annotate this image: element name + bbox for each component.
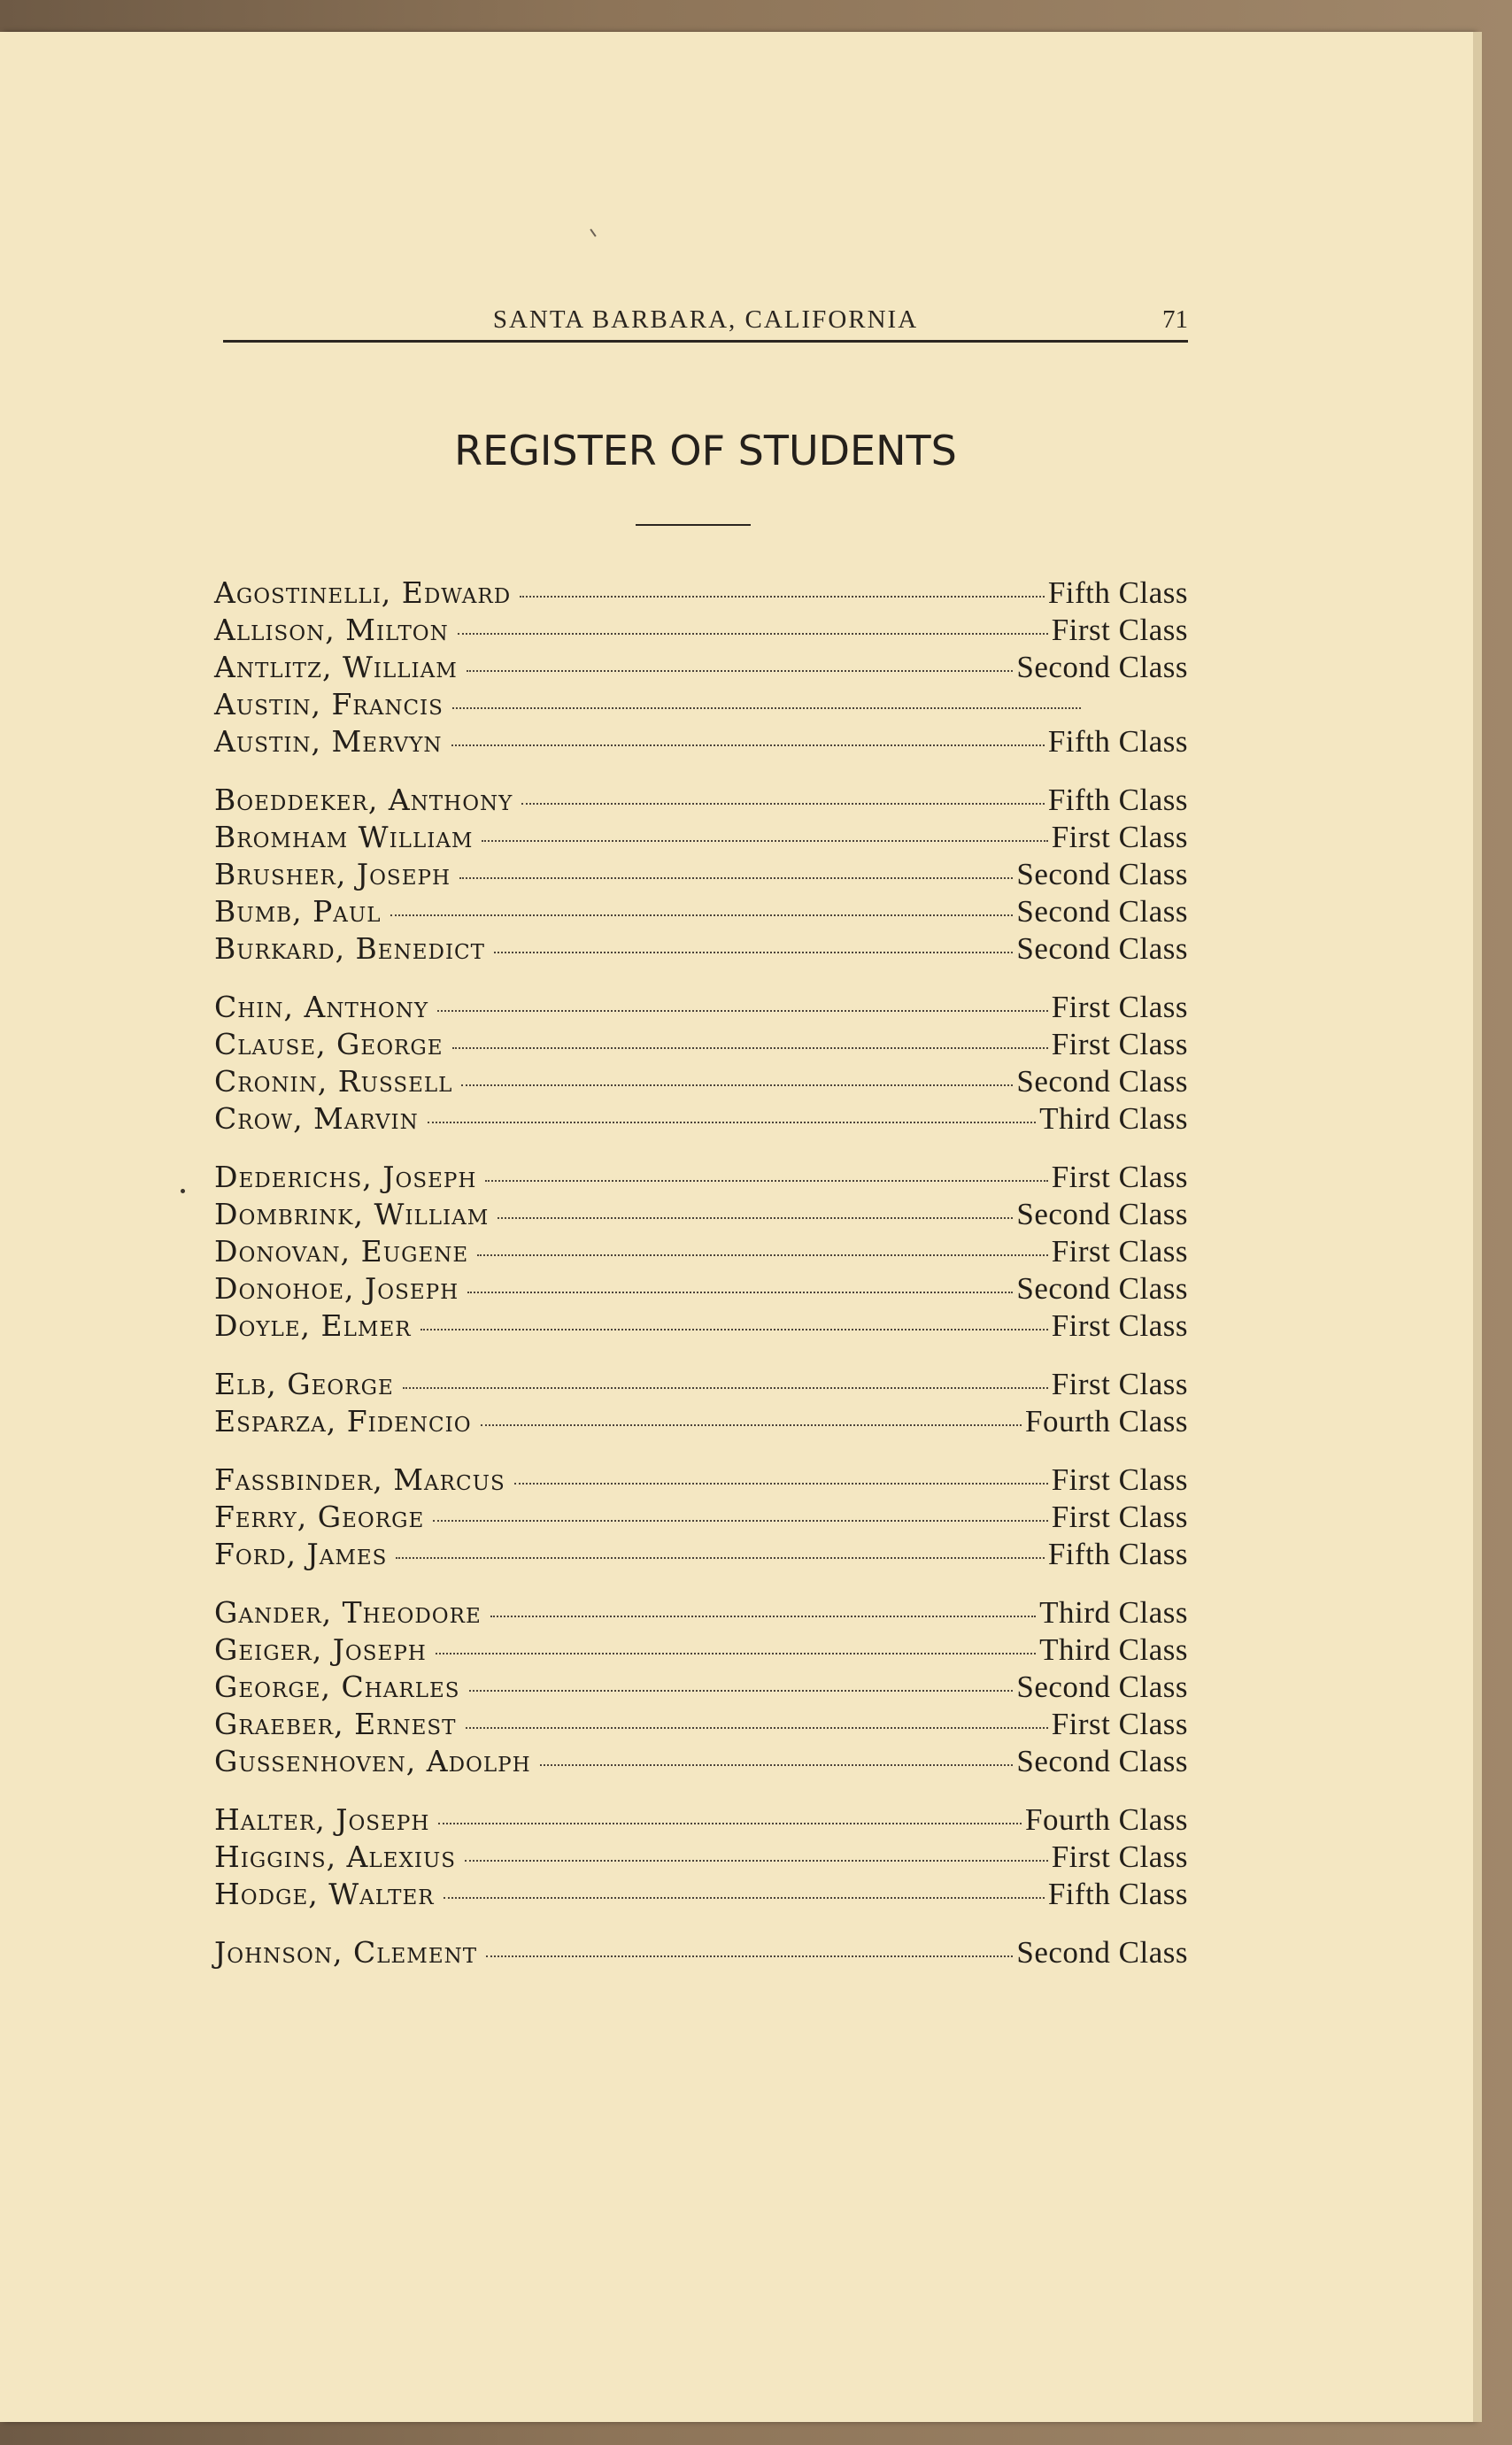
student-entry <box>214 1670 1188 1707</box>
running-head-title: SANTA BARBARA, CALIFORNIA <box>492 305 919 334</box>
student-name: Dombrink, William <box>214 1197 490 1231</box>
student-name: Allison, Milton <box>214 613 449 647</box>
student-name: Donohoe, Joseph <box>214 1271 459 1306</box>
student-name: Elb, George <box>214 1367 394 1401</box>
student-entry <box>214 1802 1188 1840</box>
dot-leader <box>459 876 1013 879</box>
student-name: Geiger, Joseph <box>214 1632 427 1667</box>
student-entry <box>214 1537 1188 1574</box>
student-class: Second Class <box>1016 931 1188 966</box>
section-title: REGISTER OF STUDENTS <box>454 427 957 474</box>
dot-leader <box>428 1121 1036 1123</box>
student-class: Third Class <box>1039 1632 1188 1667</box>
dot-leader <box>461 1084 1013 1086</box>
student-name: Clause, George <box>214 1027 444 1061</box>
student-class: Second Class <box>1016 1064 1188 1099</box>
student-class: First Class <box>1051 1234 1188 1269</box>
student-entry <box>214 783 1188 820</box>
student-name: Agostinelli, Edward <box>214 575 512 610</box>
student-entry <box>214 724 1188 761</box>
student-register <box>214 575 1188 1972</box>
page-number: 71 <box>1162 305 1188 334</box>
student-class: Third Class <box>1039 1101 1188 1136</box>
student-entry <box>214 1101 1188 1138</box>
student-class: Fifth Class <box>1047 783 1188 817</box>
student-entry <box>214 1840 1188 1877</box>
student-entry <box>214 1308 1188 1346</box>
student-name: Higgins, Alexius <box>214 1840 457 1874</box>
student-name: Dederichs, Joseph <box>214 1160 477 1194</box>
dot-leader <box>458 632 1048 635</box>
student-name: Ferry, George <box>214 1500 425 1534</box>
page-edge <box>1473 32 1482 2422</box>
student-class: Fourth Class <box>1025 1404 1188 1438</box>
student-name: Antlitz, William <box>214 650 458 684</box>
dot-leader <box>485 1179 1047 1182</box>
student-class: Fifth Class <box>1047 1537 1188 1571</box>
student-class: Second Class <box>1016 650 1188 684</box>
student-class: Fifth Class <box>1047 1877 1188 1911</box>
student-entry <box>214 575 1188 613</box>
student-class: First Class <box>1051 1707 1188 1741</box>
dot-leader <box>390 914 1014 916</box>
student-entry <box>214 990 1188 1027</box>
dot-leader <box>444 1896 1045 1899</box>
student-class: First Class <box>1051 613 1188 647</box>
student-entry <box>214 1064 1188 1101</box>
student-name: Bromham William <box>214 820 474 854</box>
dot-leader <box>465 1859 1048 1862</box>
student-class: First Class <box>1051 990 1188 1024</box>
dot-leader <box>467 669 1014 672</box>
student-name: Doyle, Elmer <box>214 1308 412 1343</box>
student-name: Ford, James <box>214 1537 388 1571</box>
dot-leader <box>520 595 1045 598</box>
dot-leader <box>498 1216 1013 1219</box>
student-entry <box>214 1632 1188 1670</box>
dot-leader <box>490 1615 1036 1617</box>
student-entry <box>214 1877 1188 1914</box>
margin-dot <box>181 1189 185 1193</box>
student-class: Second Class <box>1016 1935 1188 1970</box>
student-name: Bumb, Paul <box>214 894 382 929</box>
dot-leader <box>452 1046 1048 1049</box>
dot-leader <box>494 951 1013 953</box>
dot-leader <box>467 1291 1013 1293</box>
dot-leader <box>403 1386 1048 1389</box>
student-entry <box>214 894 1188 931</box>
dot-leader <box>451 744 1045 746</box>
student-class: First Class <box>1051 1500 1188 1534</box>
student-class: Second Class <box>1016 1670 1188 1704</box>
student-class: Second Class <box>1016 1744 1188 1778</box>
student-name: Austin, Mervyn <box>214 724 443 759</box>
student-class: Third Class <box>1039 1595 1188 1630</box>
title-rule <box>636 524 751 526</box>
student-entry <box>214 1935 1188 1972</box>
student-class: First Class <box>1051 820 1188 854</box>
student-name: Boeddeker, Anthony <box>214 783 513 817</box>
dot-leader <box>486 1955 1013 1957</box>
dot-leader <box>396 1556 1044 1559</box>
dot-leader <box>514 1482 1048 1485</box>
dot-leader <box>469 1689 1014 1692</box>
student-name: Crow, Marvin <box>214 1101 419 1136</box>
student-class: First Class <box>1051 1308 1188 1343</box>
student-name: Gander, Theodore <box>214 1595 482 1630</box>
student-class: First Class <box>1051 1027 1188 1061</box>
student-entry <box>214 820 1188 857</box>
student-name: Donovan, Eugene <box>214 1234 469 1269</box>
student-entry <box>214 1744 1188 1781</box>
dot-leader <box>420 1328 1048 1330</box>
student-class: First Class <box>1051 1160 1188 1194</box>
student-entry <box>214 1197 1188 1234</box>
student-name: Chin, Anthony <box>214 990 429 1024</box>
student-name: Austin, Francis <box>214 687 444 721</box>
student-entry <box>214 613 1188 650</box>
student-entry <box>214 1234 1188 1271</box>
student-name: Burkard, Benedict <box>214 931 485 966</box>
dot-leader <box>433 1519 1047 1522</box>
student-class: Fifth Class <box>1047 575 1188 610</box>
dot-leader <box>481 1423 1022 1426</box>
student-entry <box>214 1404 1188 1441</box>
student-entry <box>214 1027 1188 1064</box>
student-entry <box>214 1271 1188 1308</box>
student-class: Fifth Class <box>1047 724 1188 759</box>
dot-leader <box>482 839 1047 842</box>
student-name: Halter, Joseph <box>214 1802 430 1837</box>
student-class: Second Class <box>1016 1271 1188 1306</box>
student-entry <box>214 650 1188 687</box>
student-name: Cronin, Russell <box>214 1064 453 1099</box>
dot-leader <box>466 1726 1048 1729</box>
student-class: Second Class <box>1016 1197 1188 1231</box>
header-rule <box>223 340 1188 343</box>
student-name: Hodge, Walter <box>214 1877 435 1911</box>
student-class: First Class <box>1051 1462 1188 1497</box>
student-entry <box>214 1462 1188 1500</box>
dot-leader <box>477 1253 1047 1256</box>
student-class: Second Class <box>1016 857 1188 891</box>
student-entry <box>214 1367 1188 1404</box>
student-entry <box>214 687 1188 724</box>
student-entry <box>214 1707 1188 1744</box>
student-entry <box>214 1595 1188 1632</box>
dot-leader <box>540 1763 1014 1766</box>
student-name: George, Charles <box>214 1670 460 1704</box>
student-entry <box>214 857 1188 894</box>
student-class: Second Class <box>1016 894 1188 929</box>
dot-leader <box>521 802 1044 805</box>
dot-leader <box>437 1009 1048 1012</box>
student-entry <box>214 1500 1188 1537</box>
dot-leader <box>452 706 1081 709</box>
dot-leader <box>436 1652 1036 1654</box>
student-class: First Class <box>1051 1840 1188 1874</box>
student-entry <box>214 931 1188 968</box>
student-name: Brusher, Joseph <box>214 857 451 891</box>
student-name: Fassbinder, Marcus <box>214 1462 505 1497</box>
student-name: Johnson, Clement <box>214 1935 478 1970</box>
student-name: Esparza, Fidencio <box>214 1404 472 1438</box>
student-name: Graeber, Ernest <box>214 1707 457 1741</box>
dot-leader <box>438 1822 1022 1824</box>
student-entry <box>214 1160 1188 1197</box>
student-class: First Class <box>1051 1367 1188 1401</box>
student-name: Gussenhoven, Adolph <box>214 1744 531 1778</box>
student-class: Fourth Class <box>1025 1802 1188 1837</box>
